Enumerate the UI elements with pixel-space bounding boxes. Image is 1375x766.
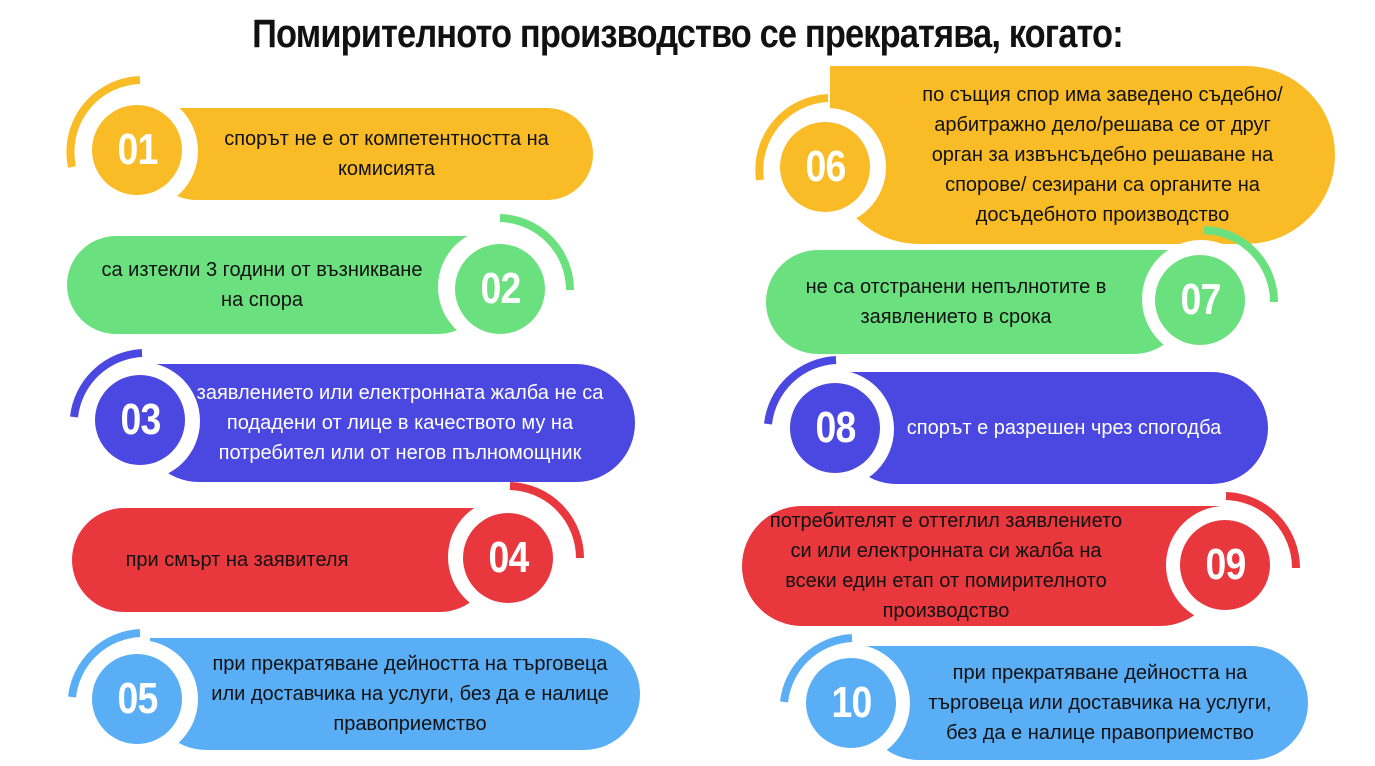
item-07-text: не са отстранени непълнотите в заявлението в срока: [805, 276, 1107, 328]
item-04-text: при смърт на заявителя: [125, 549, 349, 571]
item-02-text: са изтекли 3 години от възникване на спора: [101, 259, 423, 311]
item-04-bubble: [72, 508, 492, 612]
item-07-bubble: [766, 250, 1186, 354]
item-02-number: 02: [455, 244, 545, 334]
item-09-number: 09: [1180, 520, 1270, 610]
item-07-number: 07: [1155, 255, 1245, 345]
item-06-number: 06: [780, 122, 870, 212]
item-08-number: 08: [790, 383, 880, 473]
item-03-number: 03: [95, 375, 185, 465]
item-04-number: 04: [463, 513, 553, 603]
item-01-number: 01: [92, 105, 182, 195]
page-title: Помирителното производство се прекратява, когато:: [252, 12, 1123, 56]
item-09-text: потребителят е оттеглил заявлението си или електронната си жалба на всеки един етап от помирителното производство: [769, 510, 1123, 622]
item-03-text: заявлението или електронната жалба не са подадени от лице в качеството му на потребител или от негов пълномощник: [196, 382, 604, 464]
item-05-number: 05: [92, 654, 182, 744]
item-05-bubble: [150, 638, 640, 750]
item-01-text: спорът не е от компетентността на комисията: [224, 128, 549, 180]
item-06-text: по същия спор има заведено съдебно/арбитражно дело/решава се от друг орган за извънсъдебно решаване на спорове/ сезирани са органите на досъдебното производство: [922, 84, 1283, 226]
item-10-text: при прекратяване дейността на търговеца или доставчика на услуги, без да е налице правоприемство: [928, 662, 1272, 744]
item-05-text: при прекратяване дейността на търговеца или доставчика на услуги, без да е налице правоприемство: [211, 653, 609, 735]
item-10-number: 10: [806, 658, 896, 748]
item-08-text: спорът е разрешен чрез спогодба: [906, 417, 1222, 439]
